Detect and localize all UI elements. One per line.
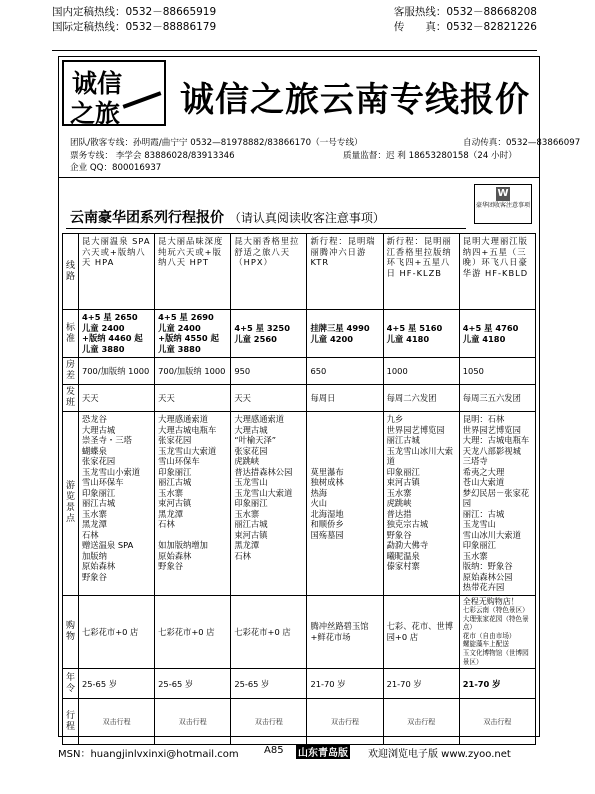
sight-item: 普达措	[386, 508, 412, 519]
sights-list	[307, 412, 383, 596]
sight-item: 印象丽江	[462, 540, 496, 550]
tour-price: 4+5 星 3250 儿童 2560	[231, 310, 307, 358]
shopping	[459, 595, 535, 669]
row-label-route: 线路	[63, 234, 79, 310]
sight-item: 石林	[158, 519, 175, 529]
tour-price: 4+5 星 4760 儿童 4180	[459, 310, 535, 358]
sight-item: 丽江古城	[82, 498, 116, 508]
sight-item: 雪山冰川大索道	[462, 529, 521, 540]
age-range: 25-65 岁	[79, 669, 155, 699]
room-supplement: 1000	[383, 358, 459, 385]
sight-item: 独树成林	[310, 477, 344, 487]
age-range: 25-65 岁	[155, 669, 231, 699]
sight-item: 野象谷	[82, 571, 107, 582]
departure-schedule: 天天	[155, 385, 231, 412]
quality-supervision: 质量监督：迟 利 18653280158（24 小时）	[343, 151, 517, 161]
section-title	[70, 207, 385, 227]
sight-item: 张家花园	[82, 456, 116, 466]
msn-contact: MSN：huangjinlvxinxi@hotmail.com	[58, 749, 239, 760]
sight-item: 昆明：石林	[462, 414, 505, 424]
fax-number: 传 真：0532－82821226	[393, 21, 537, 33]
tour-name: 昆大丽温泉 SPA 六天或+版纳八天 HPA	[79, 234, 155, 310]
logo-line-2: 之旅	[70, 99, 121, 128]
sight-item: 雪山环保车	[158, 456, 200, 466]
sight-item: 束河古镇	[158, 498, 192, 508]
brand-logo	[62, 60, 166, 126]
room-supplement: 650	[307, 358, 383, 385]
sight-item: 天龙八部影视城	[462, 445, 521, 456]
sight-item: 玉水寨	[462, 550, 488, 561]
sight-item: 玉水寨	[234, 508, 260, 519]
sight-item: 印象丽江	[386, 466, 420, 477]
itinerary-link[interactable]: 双击行程	[459, 699, 535, 745]
sight-item: 野象谷	[158, 561, 184, 571]
domestic-hotline: 国内定稿热线：0532－88665919	[52, 6, 217, 18]
team-contact: 团队/散客专线：孙明霞/曲宁宁 0532—81978882/83866170（一号专线）	[70, 138, 363, 148]
tour-name: 昆明大理丽江版纳四+五星（三晚）环飞八日豪华游 HF-KBLD	[459, 234, 535, 310]
sight-item: 傣家村寨	[386, 561, 420, 571]
sight-item: 玉龙雪山	[234, 477, 268, 487]
tour-price: 4+5 星 5160 儿童 4180	[383, 310, 459, 358]
sight-item: 张家花园	[158, 435, 192, 445]
age-range: 25-65 岁	[231, 669, 307, 699]
sight-item: 三塔寺	[462, 456, 488, 466]
sight-item: 独克宗古城	[386, 519, 429, 529]
sight-item: 希夷之大理	[462, 466, 505, 477]
departure-schedule: 天天	[79, 385, 155, 412]
departure-schedule: 每周二六发团	[383, 385, 459, 412]
sights-list	[155, 412, 231, 596]
sight-item: 九乡	[386, 414, 404, 424]
sight-item: 丽江古城	[386, 435, 420, 445]
shopping: 腾冲丝路碧玉馆+鲜花市场	[307, 595, 383, 669]
sight-item: 大理感通索道	[234, 414, 285, 424]
sight-item: 印象丽江	[234, 498, 268, 508]
footer	[58, 745, 538, 760]
international-hotline: 国际定稿热线：0532－88886179	[52, 21, 217, 33]
logo-line-1: 诚信	[72, 69, 123, 98]
shop-item: 玉文化博物馆（世博园景区）	[462, 649, 529, 666]
company-qq: 企业 QQ：800016937	[70, 163, 162, 173]
sight-item: 黑龙潭	[158, 508, 184, 519]
sight-item: 世界园艺博览园	[462, 424, 521, 435]
sight-item: 玉龙雪山大索道	[234, 487, 293, 498]
sight-item: 热海	[310, 487, 328, 498]
sight-item: 印象丽江	[82, 487, 116, 498]
tour-name: 昆大丽香格里拉舒适之旅八天（HPX）	[231, 234, 307, 310]
sights-list	[459, 412, 535, 596]
sight-item: 张家花园	[234, 445, 268, 456]
room-supplement: 1050	[459, 358, 535, 385]
sight-item: 印象丽江	[158, 466, 192, 477]
service-hotline: 客服热线：0532－88668208	[393, 6, 537, 18]
notice-label: 豪华团收客注意事项	[475, 202, 530, 209]
row-label-itinerary: 行程	[63, 699, 79, 745]
sight-item: 如加版纳增加	[158, 540, 208, 550]
sight-item: 和顺侨乡	[310, 519, 344, 529]
sight-item: 虎跳峡	[234, 456, 260, 466]
sight-item: 丽江：古城	[462, 508, 505, 519]
tour-name: 新行程：昆明丽江香格里拉版纳环飞四+五星八日 HF-KLZB	[383, 234, 459, 310]
sights-list	[231, 412, 307, 596]
sight-item	[158, 530, 227, 541]
shopping: 七彩花市+0 店	[231, 595, 307, 669]
departure-schedule: 每周三五六发团	[459, 385, 535, 412]
departure-schedule: 天天	[231, 385, 307, 412]
sight-item: 石林	[82, 529, 99, 540]
tour-name: 新行程：昆明瑞丽腾冲六日游 KTR	[307, 234, 383, 310]
itinerary-table	[62, 233, 536, 745]
hotline-row-1	[52, 6, 537, 19]
sight-item: 世界园艺博览园	[386, 424, 445, 435]
sight-item: 崇圣寺・三塔	[82, 435, 132, 445]
sights-list	[79, 412, 155, 596]
shop-item: 螺旋藻车上配送	[462, 640, 509, 649]
room-supplement: 700/加版纳 1000	[79, 358, 155, 385]
sights-list	[383, 412, 459, 596]
contact-rule	[58, 177, 540, 178]
tour-price: 4+5 星 2690 儿童 2400 +版纳 4550 起 儿童 3880	[155, 310, 231, 358]
shopping: 七彩花市+0 店	[79, 595, 155, 669]
sight-item: 莫里瀑布	[310, 466, 344, 477]
sight-item: 玉水寨	[386, 487, 412, 498]
sight-item: 玉龙雪山小索道	[82, 466, 141, 477]
shopping: 七彩花市+0 店	[155, 595, 231, 669]
notice-link[interactable]	[474, 184, 532, 224]
sight-item: 原始森林	[158, 550, 192, 561]
section-rule	[66, 228, 466, 229]
page-number: A85	[264, 745, 284, 756]
row-label-shop: 购物	[63, 595, 79, 669]
website-link[interactable]: 欢迎浏览电子版 www.zyoo.net	[368, 749, 511, 760]
tour-price: 挂牌三星 4990 儿童 4200	[307, 310, 383, 358]
itinerary-link[interactable]: 双击行程	[231, 699, 307, 745]
sight-item: 石林	[234, 550, 251, 561]
itinerary-link[interactable]: 双击行程	[307, 699, 383, 745]
logo-slash	[123, 91, 162, 108]
sight-item: 恐龙谷	[82, 414, 107, 424]
itinerary-link[interactable]: 双击行程	[79, 699, 155, 745]
hotline-row-2	[52, 21, 537, 34]
sight-item: 大理古城	[234, 424, 268, 435]
sight-item: 丽江古城	[158, 477, 192, 487]
sight-item: 国殇墓园	[310, 529, 344, 540]
sight-item: 黑龙潭	[82, 519, 107, 529]
sight-item: 玉水寨	[82, 508, 107, 519]
sight-item: 大理感通索道	[158, 414, 208, 424]
auto-fax: 自动传真：0532—83866097	[463, 138, 581, 148]
row-label-room: 房差	[63, 358, 79, 385]
sight-item: 火山	[310, 498, 328, 508]
sight-item: 大理古城电瓶车	[158, 424, 217, 435]
age-range: 21-70 岁	[307, 669, 383, 699]
row-label-depart: 发班	[63, 385, 79, 412]
sight-item: 原始森林	[82, 561, 116, 571]
tour-price: 4+5 星 2650 儿童 2400 +版纳 4460 起 儿童 3880	[79, 310, 155, 358]
row-label-age: 年令	[63, 669, 79, 699]
sight-item: 束河古镇	[234, 529, 268, 540]
sight-item: 普达措森林公园	[234, 466, 293, 477]
shop-item: 全程无购物店！	[462, 596, 519, 606]
ticket-contact: 票务专线： 李学会 83886028/83913346	[70, 151, 235, 161]
shop-item: 花市（自由市场）	[462, 631, 516, 640]
sight-item: 大理古城	[82, 424, 116, 435]
sight-item: 束河古镇	[386, 477, 420, 487]
departure-schedule: 每周日	[307, 385, 383, 412]
sight-item: 大理：古城电瓶车	[462, 435, 530, 445]
room-supplement: 950	[231, 358, 307, 385]
tour-name: 昆大丽品味深度纯玩六天或+版纳八天 HPT	[155, 234, 231, 310]
itinerary-link[interactable]: 双击行程	[383, 699, 459, 745]
sight-item: 加版纳	[82, 550, 107, 561]
sight-item: 热带花卉园	[462, 582, 505, 592]
shop-item: 七彩云南（特色景区）	[462, 606, 529, 615]
sight-item: 玉水寨	[158, 487, 184, 498]
row-label-price: 标准	[63, 310, 79, 358]
sight-item: 雪山环保车	[82, 477, 124, 487]
sight-item: 苍山大索道	[462, 477, 505, 487]
sight-item: “叶榆天泽”	[234, 435, 277, 445]
edition-badge: 山东青岛版	[296, 744, 350, 759]
age-range: 21-70 岁	[459, 669, 535, 699]
sight-item: 梦幻民居－张家花园	[462, 487, 530, 508]
sight-item: 曦昵温泉	[386, 550, 420, 561]
page-title: 诚信之旅云南专线报价	[180, 80, 530, 120]
sight-item: 野象谷	[386, 529, 412, 540]
sight-item: 虎跳峡	[386, 498, 412, 508]
shopping: 七彩、花市、世博园+0 店	[383, 595, 459, 669]
sight-item: 黑龙潭	[234, 540, 260, 550]
sight-item: 赠送温泉 SPA	[82, 540, 134, 550]
sight-item: 丽江古城	[234, 519, 268, 529]
sight-item: 勐泐大佛寺	[386, 540, 429, 550]
itinerary-link[interactable]: 双击行程	[155, 699, 231, 745]
sight-item: 版纳：野象谷	[462, 561, 513, 571]
section-subtitle: （请认真阅读收客注意事项）	[228, 211, 385, 225]
sight-item: 玉龙雪山	[462, 519, 496, 529]
document-icon: W	[497, 188, 509, 199]
sight-item: 蝴蝶泉	[82, 445, 107, 456]
sight-item: 玉龙雪山大索道	[158, 445, 217, 456]
row-label-sights: 游览景点	[63, 412, 79, 596]
room-supplement: 700/加版纳 1000	[155, 358, 231, 385]
sight-item: 玉龙雪山冰川大索道	[386, 445, 454, 466]
age-range: 21-70 岁	[383, 669, 459, 699]
sight-item: 北海湿地	[310, 508, 344, 519]
section-title-main: 云南豪华团系列行程报价	[70, 210, 224, 226]
header-rule	[52, 50, 537, 51]
shop-item: 大理张家花园（特色景点）	[462, 614, 529, 632]
sight-item: 原始森林公园	[462, 571, 513, 582]
